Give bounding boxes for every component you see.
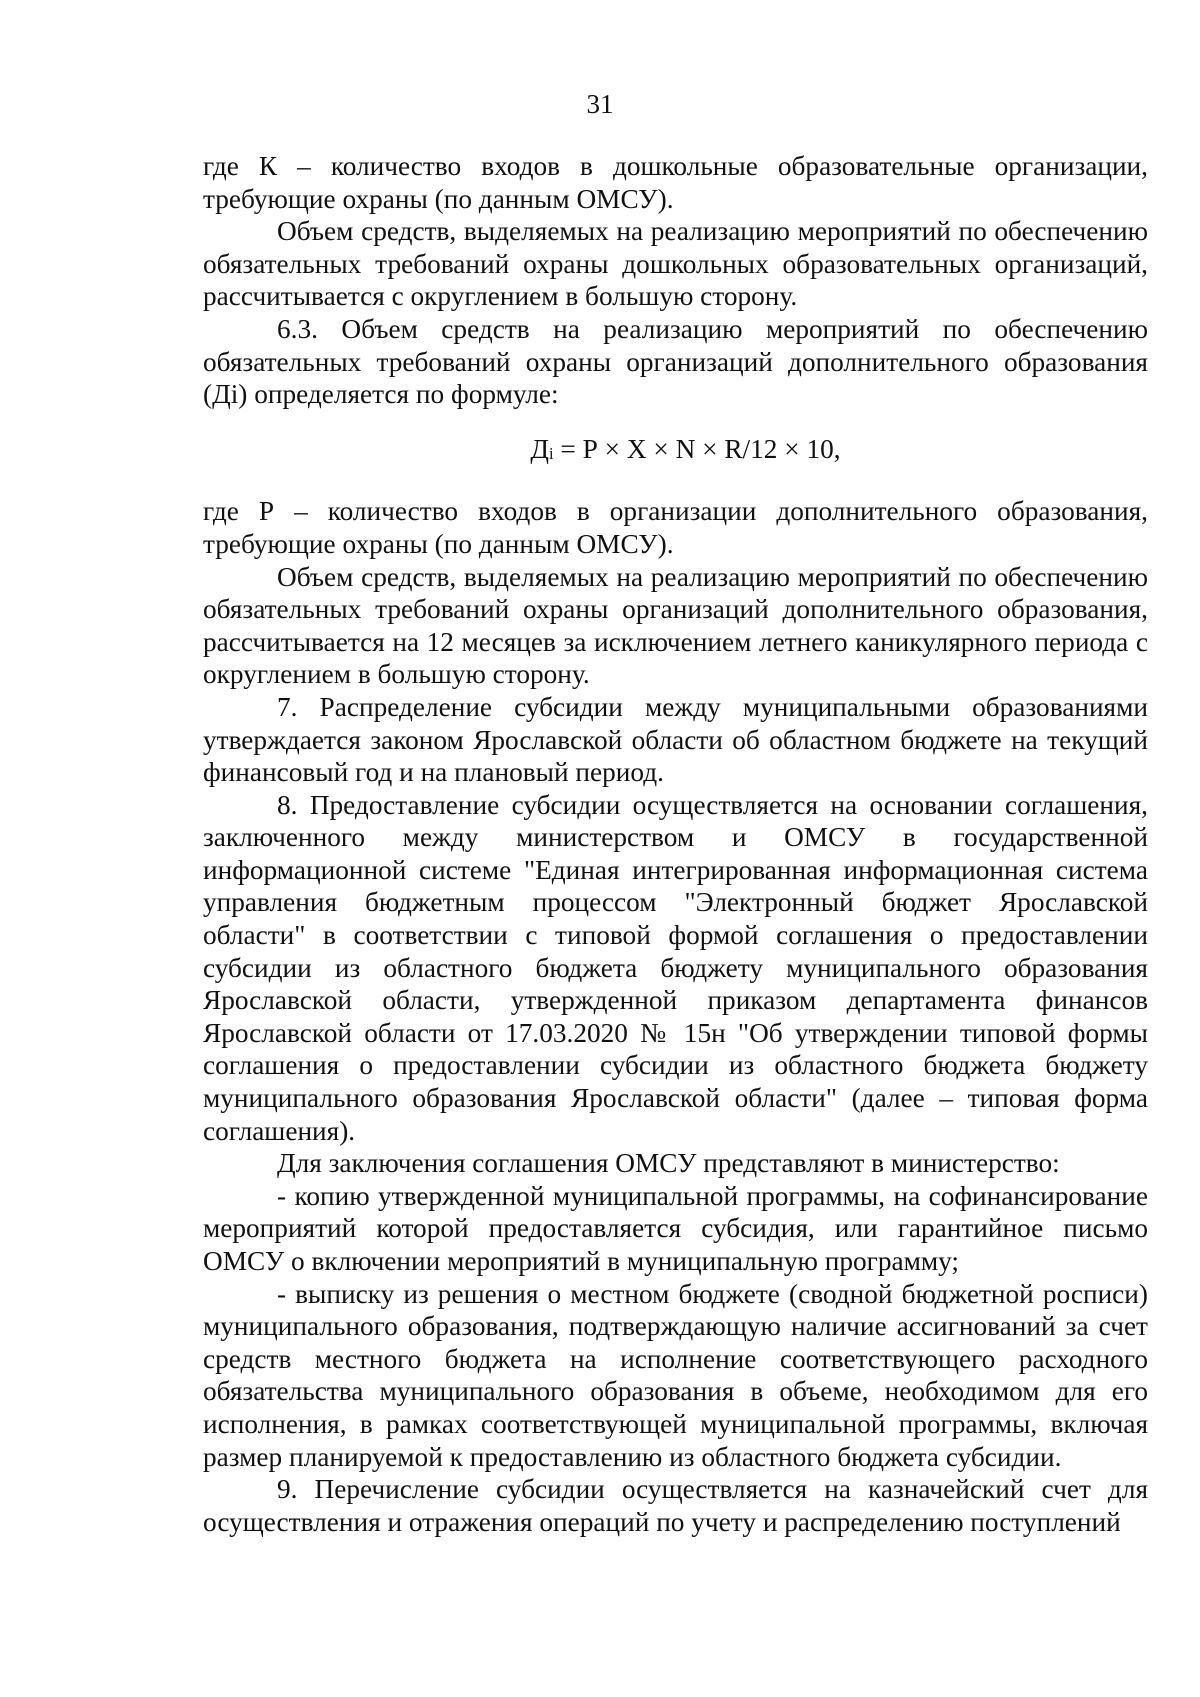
paragraph-p-definition: где Р – количество входов в организации дополнительного образования, требующие охраны (по данным ОМСУ). xyxy=(203,496,1148,559)
paragraph-8: 8. Предоставление субсидии осуществляется на основании соглашения, заключенного между министерством и ОМСУ в государственной информационной системе "Единая интегрированная информационная система управления бюджетным процессом "Электронный бюджет Ярославской области" в соответствии с типовой формой соглашения о предоставлении субсидии из областного бюджета бюджету муниципального образования Ярославской области, утвержденной приказом департамента финансов Ярославской области от 17.03.2020 № 15н "Об утверждении типовой формы соглашения о предоставлении субсидии из областного бюджета бюджету муниципального образования Ярославской области" (далее – типовая форма соглашения). xyxy=(203,789,1148,1146)
paragraph-documents-intro: Для заключения соглашения ОМСУ представляют в министерство: xyxy=(277,1148,1060,1179)
paragraph-k-definition: где К – количество входов в дошкольные образовательные организации, требующие охраны (по данным ОМСУ). xyxy=(203,151,1148,214)
list-item-program-copy: - копию утвержденной муниципальной программы, на софинансирование мероприятий которой предоставляется субсидия, или гарантийное письмо ОМСУ о включении мероприятий в муниципальную программу; xyxy=(203,1180,1148,1276)
paragraph-preschool-rounding: Объем средств, выделяемых на реализацию мероприятий по обеспечению обязательных требований охраны дошкольных образовательных организаций, рассчитывается с округлением в большую сторону. xyxy=(203,216,1148,312)
page-number: 31 xyxy=(586,89,614,119)
formula-symbol: Д xyxy=(530,433,550,464)
document-body xyxy=(203,150,1148,1538)
formula-di xyxy=(203,433,1148,470)
formula-expression: = Р × Х × N × R/12 × 10, xyxy=(553,433,841,464)
list-item-budget-extract: - выписку из решения о местном бюджете (сводной бюджетной росписи) муниципального образования, подтверждающую наличие ассигнований за счет средств местного бюджета на исполнение соответствующего расходного обязательства муниципального образования в объеме, необходимом для его исполнения, в рамках соответствующей муниципальной программы, включая размер планируемой к предоставлению из областного бюджета субсидии. xyxy=(203,1278,1148,1472)
formula-subscript: i xyxy=(549,444,554,464)
paragraph-6-3: 6.3. Объем средств на реализацию мероприятий по обеспечению обязательных требований охраны организаций дополнительного образования (Дi) определяется по формуле: xyxy=(203,313,1148,410)
paragraph-additional-rounding: Объем средств, выделяемых на реализацию мероприятий по обеспечению обязательных требований охраны организаций дополнительного образования, рассчитывается на 12 месяцев за исключением летнего каникулярного периода с округлением в большую сторону. xyxy=(203,561,1148,690)
paragraph-9: 9. Перечисление субсидии осуществляется на казначейский счет для осуществления и отражения операций по учету и распределению поступлений xyxy=(203,1474,1148,1537)
paragraph-7: 7. Распределение субсидии между муниципальными образованиями утверждается законом Ярославской области об областном бюджете на текущий финансовый год и на плановый период. xyxy=(203,691,1148,788)
